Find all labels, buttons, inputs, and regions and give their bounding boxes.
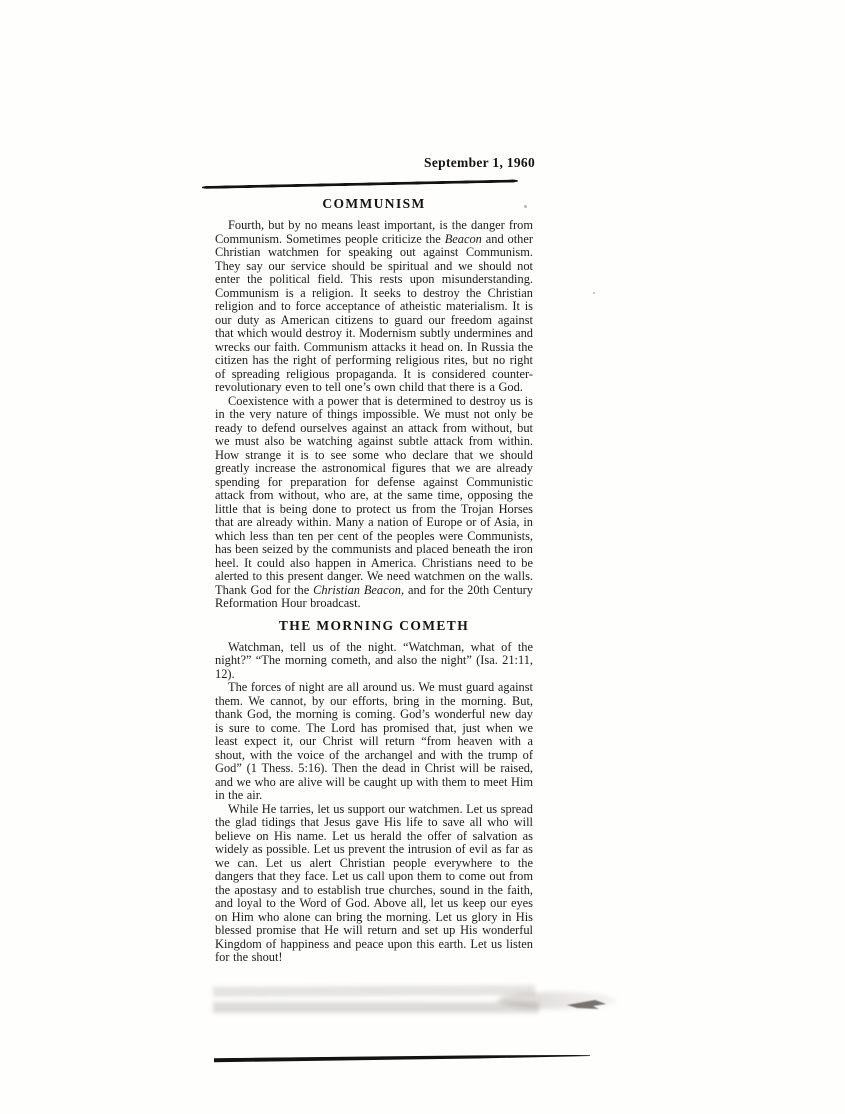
scan-speck: [293, 261, 295, 263]
scan-smudge: [213, 985, 535, 997]
article-title-communism: COMMUNISM: [322, 196, 426, 211]
paragraph-morning-2: The forces of night are all around us. We must guard against them. We cannot, by our efforts, bring in the morning. But, thank God, the morning is coming. God’s wonderful new day is sure to come. The Lord has promised that, just when we least expect it, our Christ will return “from heaven with a shout, with the voice of the archangel and with the trump of God” (1 Thess. 5:16). Then the dead in Christ will be raised, and we who are alive will be caught up with them to meet Him in the air.: [215, 680, 533, 802]
paragraph-morning-3: While He tarries, let us support our watchmen. Let us spread the glad tidings that Jesus gave His life to save all who will believe on His name. Let us herald the offer of salvation as widely as possible. Let us prevent the intrusion of evil as far as we can. Let us alert Christian people everywhere to the dangers that they face. Let us call upon them to come out from the apostasy and to establish true churches, sound in the faith, and loyal to the Word of God. Above all, let us keep our eyes on Him who alone can bring the morning. Let us glory in His blessed promise that He will return and set up His wonderful Kingdom of happiness and peace upon this earth. Let us listen for the shout!: [215, 801, 533, 964]
scan-smudge: [213, 1002, 539, 1013]
text-column: [215, 192, 533, 965]
bottom-rule: [214, 1053, 590, 1062]
paragraph-communism-1: Fourth, but by no means least important, is the danger from Communism. Sometimes people criticize the Beacon and other Christian watchmen for speaking out against Communism. They say our service should be spiritual and we should not enter the political field. This rests upon misunderstanding. Communism is a religion. It seeks to destroy the Christian religion and to force acceptance of atheistic materialism. It is our duty as American citizens to guard our freedom against that which would destroy it. Modernism subtly undermines and wrecks our faith. Communism attacks it head on. In Russia the citizen has the right of performing religious rites, but no right of spreading religious propaganda. It is considered counter-revolutionary even to tell one’s own child that there is a God.: [215, 218, 533, 394]
scan-arrow-mark: [565, 996, 609, 1012]
top-rule: [202, 179, 518, 189]
paragraph-morning-1: Watchman, tell us of the night. “Watchman, what of the night?” “The morning cometh, and also the night” (Isa. 21:11, 12).: [215, 639, 533, 681]
date-line: September 1, 1960: [424, 155, 535, 170]
article-title-morning-cometh: THE MORNING COMETH: [278, 617, 470, 633]
paragraph-communism-2: Coexistence with a power that is determined to destroy us is in the very nature of things impossible. We must not only be ready to defend ourselves against an attack from without, but we must also be watching against subtle attack from within. How strange it is to see some who declare that we should greatly increase the astronomical figures that we are already spending for preparation for defense against Communistic attack from without, who are, at the same time, opposing the little that is being done to protect us from the Trojan Horses that are already within. Many a nation of Europe or of Asia, in which less than ten per cent of the peoples were Communists, has been seized by the communists and placed beneath the iron heel. It could also happen in America. Christians need to be alerted to this present danger. We need watchmen on the walls. Thank God for the Christian Beacon, and for the 20th Century Reformation Hour broadcast.: [215, 393, 533, 610]
scan-speck: [593, 292, 595, 294]
scan-speck: [524, 205, 527, 208]
